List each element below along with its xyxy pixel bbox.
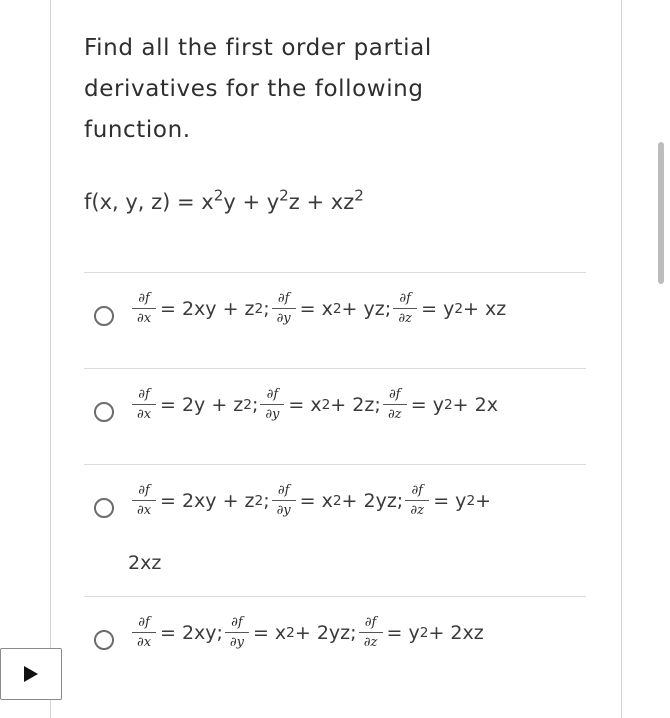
frac-denominator: ∂z: [387, 407, 402, 422]
partial-fraction-dz: [359, 616, 383, 650]
answer-option-2[interactable]: [94, 387, 574, 454]
frac-numerator: ∂f: [399, 291, 411, 306]
dfdz-rest: + xz: [463, 298, 507, 320]
option-expression: $\frac{\partial f}{\partial x}$ = 2xy + z 2 ; $\frac{\partial f}{\partial y}$ = x 2 + yz; $\frac{\partial f}{\partial z}$ = y 2 + xz: [130, 292, 506, 326]
dfdz-rest: +: [475, 490, 492, 512]
partial-fraction-dx: [132, 388, 156, 422]
dfdz-value: = y: [410, 394, 444, 416]
dfdx-value: = 2xy + z: [160, 490, 255, 512]
option-expression: $\frac{\partial f}{\partial x}$ = 2xy; $\frac{\partial f}{\partial y}$ = x 2 + 2yz; $\frac{\partial f}{\partial z}$ = y 2 + 2xz: [130, 616, 484, 650]
frac-numerator: ∂f: [411, 483, 423, 498]
partial-fraction-dx: [132, 292, 156, 326]
frac-numerator: ∂f: [138, 483, 150, 498]
frac-numerator: ∂f: [266, 387, 279, 402]
frac-numerator: ∂f: [277, 291, 290, 306]
function-prefix: f(x, y, z) = x: [84, 190, 214, 214]
dfdy-rest: + yz;: [341, 298, 392, 320]
option-divider: [84, 368, 586, 369]
partial-fraction-dz: [383, 388, 407, 422]
partial-fraction-dx: [132, 484, 156, 518]
frac-denominator: ∂x: [136, 311, 152, 326]
scrollbar-thumb[interactable]: [658, 142, 664, 284]
partial-fraction-dz: [405, 484, 429, 518]
frac-numerator: ∂f: [138, 387, 150, 402]
radio-unselected-icon[interactable]: [94, 402, 114, 422]
dfdx-value: = 2y + z: [160, 394, 244, 416]
question-prompt: Find all the first order partial derivatives for the following function.: [84, 35, 432, 143]
frac-numerator: ∂f: [138, 291, 150, 306]
option-divider: [84, 272, 586, 273]
dfdy-rest: + 2yz;: [341, 490, 404, 512]
frac-numerator: ∂f: [364, 615, 377, 630]
frac-numerator: ∂f: [277, 483, 290, 498]
function-exp-2: 2: [279, 186, 289, 205]
dfdy-value: = x: [299, 298, 333, 320]
answer-option-4[interactable]: [94, 615, 574, 682]
option-3-continuation: 2xz: [128, 552, 162, 574]
frac-denominator: ∂y: [276, 311, 291, 326]
frac-denominator: ∂z: [398, 311, 412, 326]
option-divider: [84, 464, 586, 465]
frac-denominator: ∂x: [136, 407, 152, 422]
dfdz-value: = y: [386, 622, 420, 644]
function-exp-1: 2: [213, 186, 224, 205]
partial-fraction-dy: [272, 292, 296, 326]
partial-fraction-dz: [393, 292, 417, 326]
play-button[interactable]: [0, 648, 62, 700]
dfdz-rest: + 2xz: [428, 622, 484, 644]
radio-unselected-icon[interactable]: [94, 306, 114, 326]
frac-denominator: ∂x: [136, 503, 152, 518]
dfdy-value: = x: [288, 394, 322, 416]
partial-fraction-dy: [272, 484, 296, 518]
function-definition: [84, 186, 364, 214]
frac-numerator: ∂f: [388, 387, 401, 402]
function-mid-1: y + y: [223, 190, 280, 214]
frac-denominator: ∂x: [136, 635, 152, 650]
dfdx-value: = 2xy + z: [160, 298, 255, 320]
partial-fraction-dx: [132, 616, 156, 650]
answer-option-3[interactable]: [94, 483, 574, 550]
frac-denominator: ∂z: [363, 635, 378, 650]
dfdx-value: = 2xy;: [160, 622, 223, 644]
option-expression: $\frac{\partial f}{\partial x}$ = 2y + z 2 ; $\frac{\partial f}{\partial y}$ = x 2 + 2z; $\frac{\partial f}{\partial z}$ = y 2 + 2x: [130, 388, 498, 422]
dfdz-value: = y: [433, 490, 467, 512]
dfdx-separator: ;: [263, 298, 270, 320]
dfdy-rest: + 2z;: [330, 394, 381, 416]
frac-numerator: ∂f: [138, 615, 150, 630]
dfdy-rest: + 2yz;: [294, 622, 357, 644]
answer-option-1[interactable]: [94, 291, 574, 358]
option-divider: [84, 596, 586, 597]
radio-unselected-icon[interactable]: [94, 630, 114, 650]
dfdy-value: = x: [252, 622, 287, 644]
option-expression: $\frac{\partial f}{\partial x}$ = 2xy + z 2 ; $\frac{\partial f}{\partial y}$ = x 2 + 2yz; $\frac{\partial f}{\partial z}$ = y 2 +: [130, 484, 491, 518]
dfdz-rest: + 2x: [452, 394, 498, 416]
frac-denominator: ∂y: [229, 635, 244, 650]
function-exp-3: 2: [354, 186, 364, 205]
frac-denominator: ∂z: [410, 503, 424, 518]
dfdx-separator: ;: [251, 394, 259, 416]
frac-numerator: ∂f: [231, 615, 243, 630]
partial-fraction-dy: [260, 388, 284, 422]
frac-denominator: ∂y: [265, 407, 280, 422]
dfdy-value: = x: [299, 490, 333, 512]
frac-denominator: ∂y: [276, 503, 291, 518]
partial-fraction-dy: [225, 616, 249, 650]
dfdz-value: = y: [421, 298, 455, 320]
dfdx-separator: ;: [263, 490, 270, 512]
function-mid-2: z + xz: [288, 190, 355, 214]
radio-unselected-icon[interactable]: [94, 498, 114, 518]
play-triangle-icon: [24, 666, 38, 682]
